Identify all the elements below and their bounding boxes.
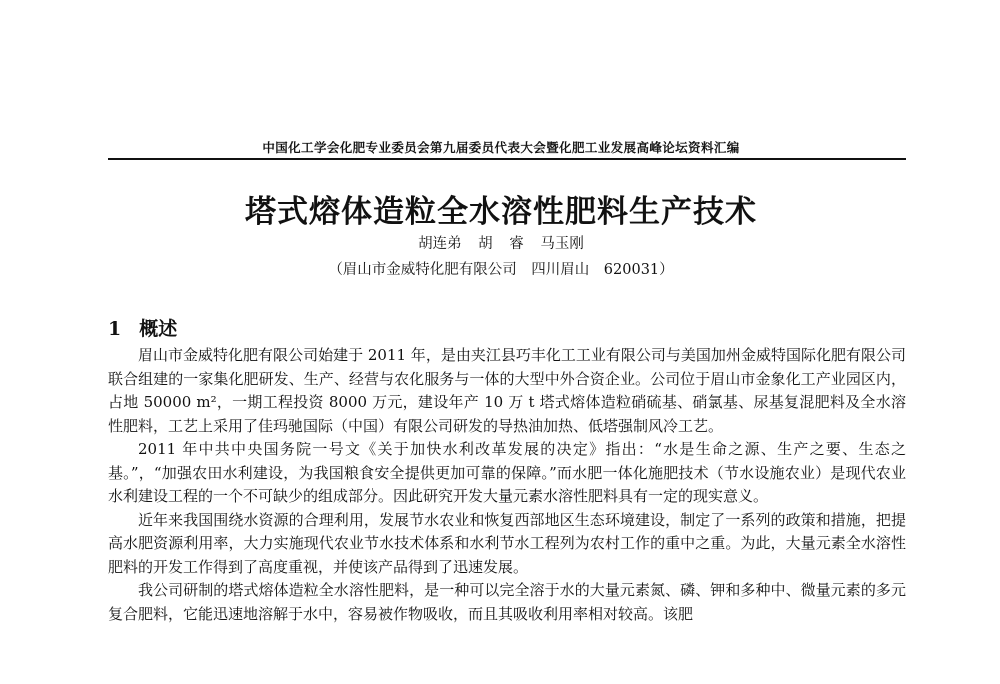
section-number: 1 <box>108 318 122 340</box>
paragraph-2: 2011 年中共中央国务院一号文《关于加快水利改革发展的决定》指出：“水是生命之源、生产之要、生态之基。”，“加强农田水利建设，为我国粮食安全提供更加可靠的保障。”而水肥一体化施肥技术（节水设施农业）是现代农业水利建设工程的一个不可缺少的组成部分。因此研究开发大量元素水溶性肥料具有一定的现实意义。 <box>108 440 906 505</box>
paragraph-3: 近年来我国围绕水资源的合理利用，发展节水农业和恢复西部地区生态环境建设，制定了一系列的政策和措施，把提高水肥资源利用率，大力实施现代农业节水技术体系和水利节水工程列为农村工作的重中之重。为此，大量元素全水溶性肥料的开发工作得到了高度重视，并使该产品得到了迅速发展。 <box>108 510 906 576</box>
paragraph-1: 眉山市金威特化肥有限公司始建于 2011 年，是由夹江县巧丰化工工业有限公司与美国加州金威特国际化肥有限公司联合组建的一家集化肥研发、生产、经营与农化服务与一体的大型中外合资企业。公司位于眉山市金象化工产业园区内，占地 50000 m²，一期工程投资 8000 万元，建设年产 10 万 t 塔式熔体造粒硝硫基、硝氯基、尿基复混肥料及全水溶性肥料，工艺上采用了佳玛驰国际（中国）有限公司研发的导热油加热、低塔强制风冷工艺。 <box>108 346 906 435</box>
article-affiliation: （眉山市金威特化肥有限公司 四川眉山 620031） <box>328 262 674 278</box>
paragraph-4: 我公司研制的塔式熔体造粒全水溶性肥料，是一种可以完全溶于水的大量元素氮、磷、钾和多种中、微量元素的多元复合肥料，它能迅速地溶解于水中，容易被作物吸收，而且其吸收利用率相对较高。该肥 <box>108 581 906 623</box>
body-text <box>108 344 906 626</box>
article-authors: 胡连弟 胡 睿 马玉刚 <box>418 236 584 252</box>
article-title: 塔式熔体造粒全水溶性肥料生产技术 <box>245 194 757 230</box>
running-header: 中国化工学会化肥专业委员会第九届委员代表大会暨化肥工业发展高峰论坛资料汇编 <box>262 140 740 155</box>
header-rule <box>108 158 906 160</box>
section-heading <box>108 314 177 341</box>
section-title: 概述 <box>139 318 178 340</box>
